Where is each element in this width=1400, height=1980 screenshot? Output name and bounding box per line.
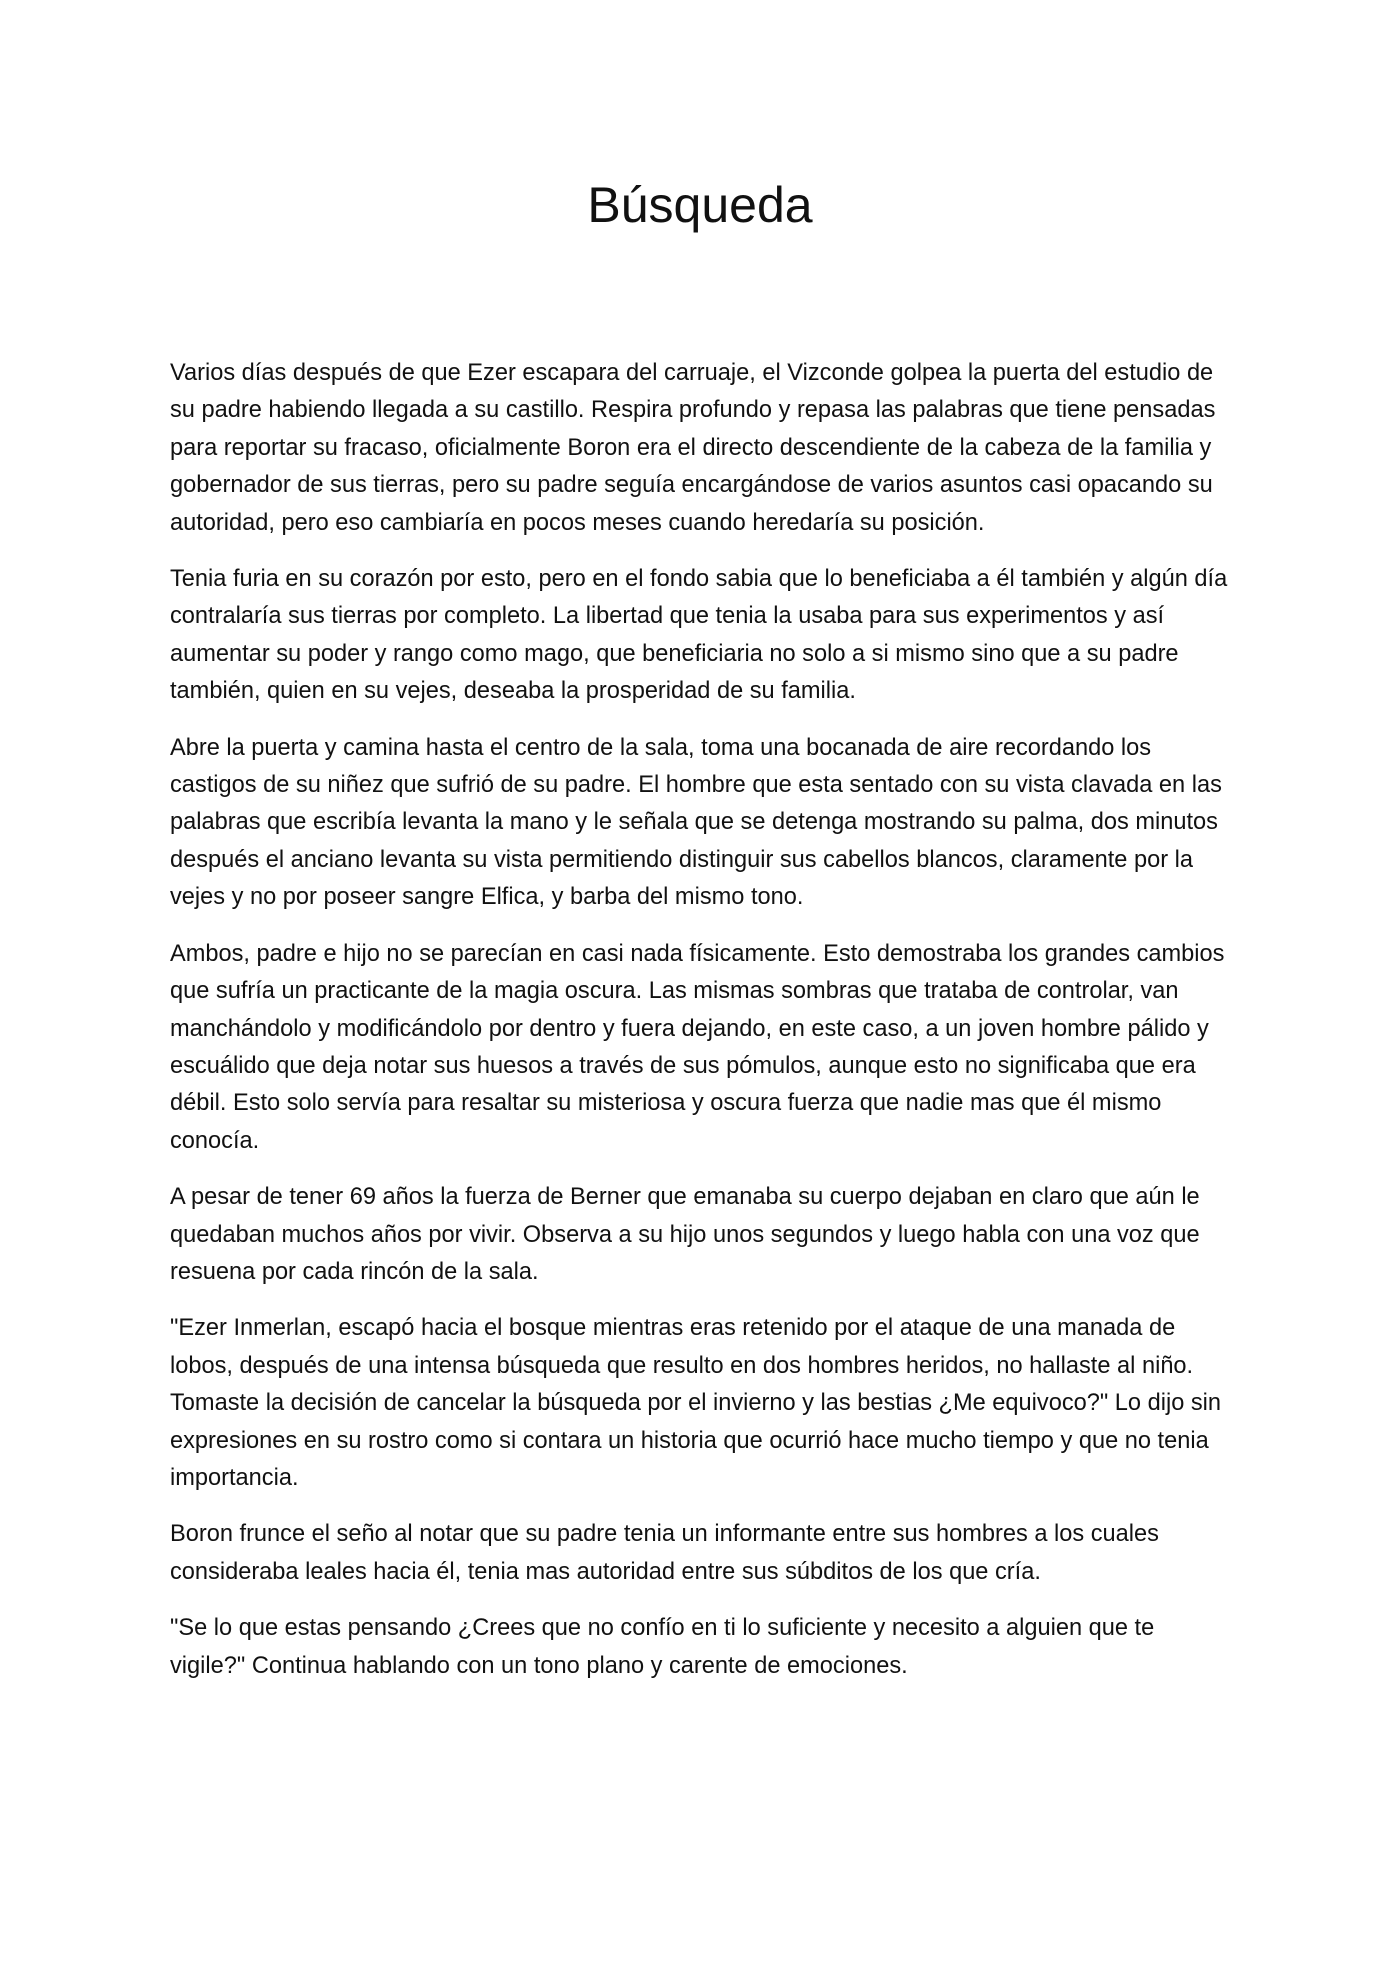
paragraph-8: "Se lo que estas pensando ¿Crees que no confío en ti lo suficiente y necesito a alguien que te vigile?" Continua hablando con un tono plano y carente de emociones. <box>170 1615 1155 1679</box>
paragraph-5: A pesar de tener 69 años la fuerza de Berner que emanaba su cuerpo dejaban en claro que aún le quedaban muchos años por vivir. Observa a su hijo unos segundos y luego habla con una voz que resuena por cada rincón de la sala. <box>170 1184 1200 1285</box>
paragraph-6: "Ezer Inmerlan, escapó hacia el bosque mientras eras retenido por el ataque de una manada de lobos, después de una intensa búsqueda que resulto en dos hombres heridos, no hallaste al niño. Tomaste la decisión de cancelar la búsqueda por el invierno y las bestias ¿Me equivoco?" Lo dijo sin expresiones en su rostro como si contara un historia que ocurrió hace mucho tiempo y que no tenia importancia. <box>170 1315 1222 1491</box>
paragraph-7: Boron frunce el seño al notar que su padre tenia un informante entre sus hombres a los cuales consideraba leales hacia él, tenia mas autoridad entre sus súbditos de los que cría. <box>170 1521 1159 1585</box>
paragraph-3: Abre la puerta y camina hasta el centro de la sala, toma una bocanada de aire recordando los castigos de su niñez que sufrió de su padre. El hombre que esta sentado con su vista clavada en las palabras que escribía levanta la mano y le señala que se detenga mostrando su palma, dos minutos después el anciano levanta su vista permitiendo distinguir sus cabellos blancos, claramente por la vejes y no por poseer sangre Elfica, y barba del mismo tono. <box>170 734 1222 911</box>
paragraph-2: Tenia furia en su corazón por esto, pero en el fondo sabia que lo beneficiaba a él también y algún día contralaría sus tierras por completo. La libertad que tenia la usaba para sus experimentos y así aumentar su poder y rango como mago, que beneficiaria no solo a si mismo sino que a su padre también, quien en su vejes, deseaba la prosperidad de su familia. <box>170 566 1228 705</box>
paragraph-4: Ambos, padre e hijo no se parecían en casi nada físicamente. Esto demostraba los grandes cambios que sufría un practicante de la magia oscura. Las mismas sombras que trataba de controlar, van manchándolo y modificándolo por dentro y fuera dejando, en este caso, a un joven hombre pálido y escuálido que deja notar sus huesos a través de sus pómulos, aunque esto no significaba que era débil. Esto solo servía para resaltar su misteriosa y oscura fuerza que nadie mas que él mismo conocía. <box>170 940 1225 1154</box>
document-body <box>170 355 1230 1704</box>
paragraph-1: Varios días después de que Ezer escapara del carruaje, el Vizconde golpea la puerta del estudio de su padre habiendo llegada a su castillo. Respira profundo y repasa las palabras que tiene pensadas para reportar su fracaso, oficialmente Boron era el directo descendiente de la cabeza de la familia y gobernador de sus tierras, pero su padre seguía encargándose de varios asuntos casi opacando su autoridad, pero eso cambiaría en pocos meses cuando heredaría su posición. <box>170 360 1216 536</box>
page-title: Búsqueda <box>587 177 813 233</box>
